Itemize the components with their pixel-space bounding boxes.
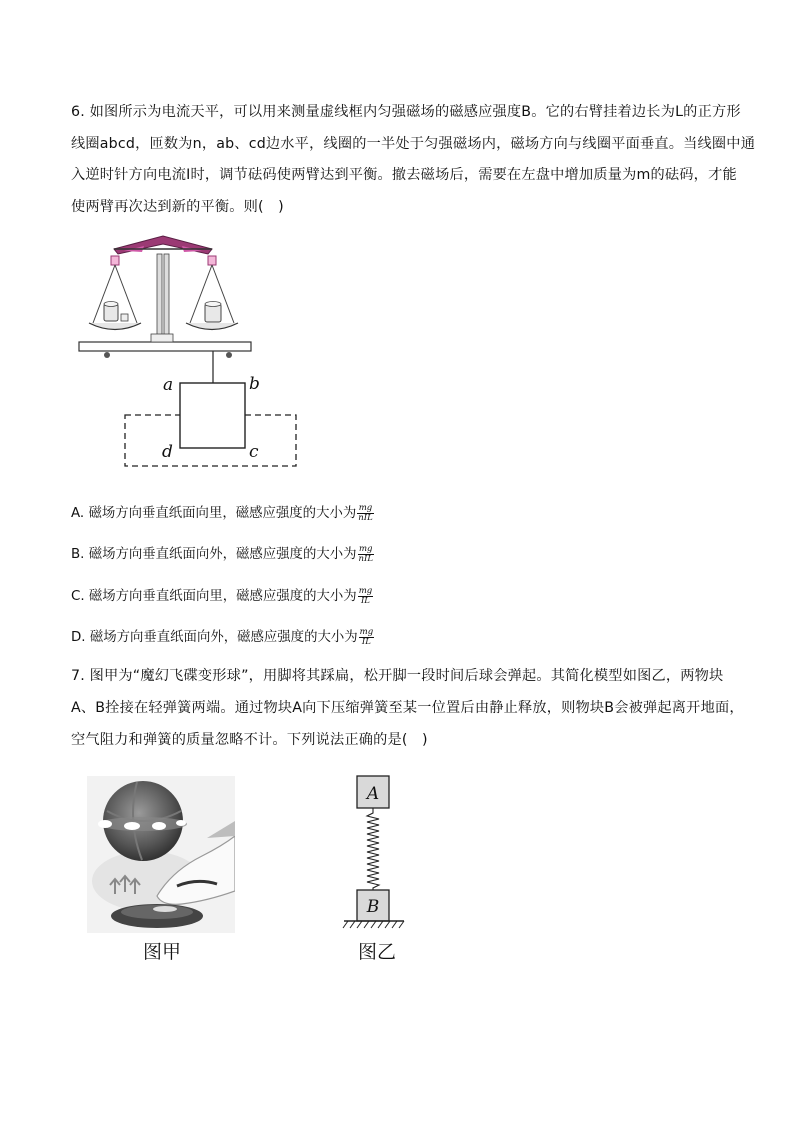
spring-model-figure <box>340 775 410 935</box>
fraction: $\frac{mg}{IL}$ <box>358 585 373 606</box>
block-a-label: A <box>366 784 380 804</box>
label-b: b <box>249 374 260 394</box>
coil-abcd <box>180 383 245 448</box>
caption-figure-yi: 图乙 <box>358 941 397 963</box>
up-arrows-icon <box>110 876 140 894</box>
option-text: A. 磁场方向垂直纸面向里，磁感应强度的大小为 <box>71 506 357 521</box>
current-balance-figure <box>74 232 306 472</box>
magic-ufo-ball-photo <box>87 776 235 933</box>
fraction: $\frac{mg}{\text{nIL}}$ <box>358 543 373 564</box>
caption-figure-jia: 图甲 <box>143 941 182 963</box>
option-text: C. 磁场方向垂直纸面向里，磁感应强度的大小为 <box>71 589 357 604</box>
q7-stem-line-1: 7. 图甲为“魔幻飞碟变形球”，用脚将其踩扁，松开脚一段时间后球会弹起。其简化模型如图乙，两物块 <box>71 668 724 684</box>
q6-option-d[interactable] <box>71 626 374 647</box>
option-text: B. 磁场方向垂直纸面向外，磁感应强度的大小为 <box>71 547 357 562</box>
block-b-label: B <box>366 897 380 917</box>
label-c: c <box>249 442 259 462</box>
spring <box>367 808 379 890</box>
q6-stem-line-4: 使两臂再次达到新的平衡。则( ) <box>71 199 284 215</box>
balance-base <box>79 342 251 351</box>
q6-option-a[interactable] <box>71 502 374 523</box>
q7-stem-line-3: 空气阻力和弹簧的质量忽略不计。下列说法正确的是( ) <box>71 732 428 748</box>
q6-option-c[interactable] <box>71 585 373 606</box>
option-text: D. 磁场方向垂直纸面向外，磁感应强度的大小为 <box>71 630 358 645</box>
fraction: $\frac{mg}{\text{nIL}}$ <box>358 502 373 523</box>
q7-stem-line-2: A、B拴接在轻弹簧两端。通过物块A向下压缩弹簧至某一位置后由静止释放，则物块B会被弹起离开地面， <box>71 700 744 716</box>
q6-stem-line-1: 6. 如图所示为电流天平，可以用来测量虚线框内匀强磁场的磁感应强度B。它的右臂挂着边长为L的正方形 <box>71 104 741 120</box>
label-d: d <box>162 442 173 462</box>
q6-stem-line-2: 线圈abcd，匝数为n，ab、cd边水平，线圈的一半处于匀强磁场内，磁场方向与线圈平面垂直。当线圈中通 <box>71 136 756 152</box>
q6-option-b[interactable] <box>71 543 374 564</box>
q6-stem-line-3: 入逆时针方向电流I时，调节砝码使两臂达到平衡。撤去磁场后，需要在左盘中增加质量为m的砝码，才能 <box>71 167 737 183</box>
fraction: $\frac{mg}{IL}$ <box>359 626 374 647</box>
balance-beam <box>114 236 212 254</box>
label-a: a <box>163 375 174 395</box>
